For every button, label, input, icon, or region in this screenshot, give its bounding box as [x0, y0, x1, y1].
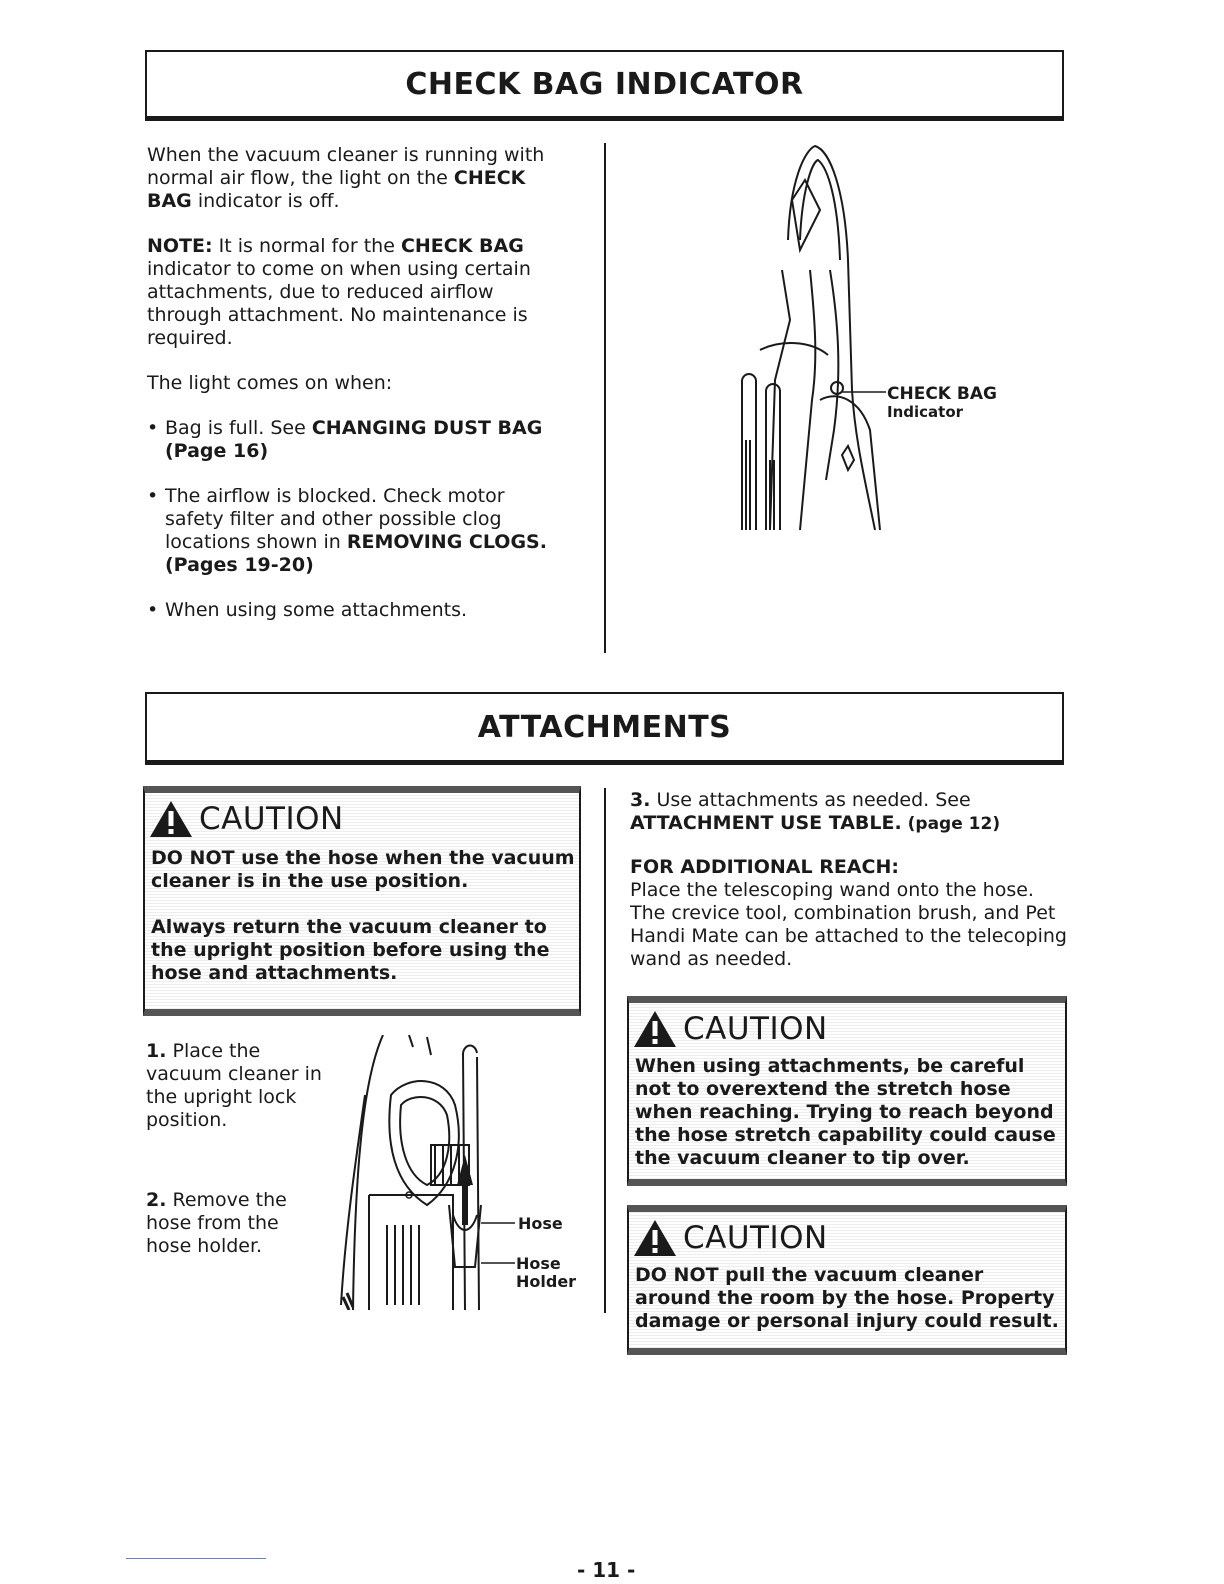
- step-3: 3. Use attachments as needed. See ATTACHMENT USE TABLE. (page 12): [630, 789, 1001, 834]
- step-1: 1. Place the vacuum cleaner in the upright lock position.: [146, 1040, 322, 1131]
- check-bag-comes-on: The light comes on when:: [147, 372, 393, 394]
- additional-reach-text: Place the telescoping wand onto the hose. The crevice tool, combination brush, and Pet Handi Mate can be attached to the telecoping wand as needed.: [630, 879, 1067, 970]
- caution-box-pull-by-hose: [627, 1205, 1067, 1355]
- hose-holder-label: Hose Holder: [516, 1254, 577, 1291]
- warning-triangle-icon: [149, 799, 193, 839]
- check-bag-text: [147, 144, 567, 622]
- check-bag-banner: [145, 50, 1064, 121]
- check-bag-title: CHECK BAG INDICATOR: [405, 66, 804, 102]
- additional-reach: [630, 856, 1070, 971]
- bullet-bag-full: • Bag is full. See CHANGING DUST BAG (Page 16): [147, 417, 543, 462]
- caution-message: DO NOT pull the vacuum cleaner around the room by the hose. Property damage or personal injury could result.: [635, 1264, 1059, 1332]
- step-2: 2. Remove the hose from the hose holder.: [146, 1189, 287, 1257]
- caution-message: DO NOT use the hose when the vacuum cleaner is in the use position. Always return the vacuum cleaner to the upright position before using the hose and attachments.: [151, 847, 575, 984]
- bullet-dot: •: [147, 485, 159, 507]
- check-bag-callout: CHECK BAG Indicator: [887, 384, 997, 421]
- vacuum-check-bag-illustration: [730, 140, 900, 535]
- footer-rule: [126, 1558, 266, 1559]
- bullet-attachments: • When using some attachments.: [147, 599, 468, 621]
- page-number: - 11 -: [577, 1558, 636, 1582]
- caution-heading: CAUTION: [633, 1218, 1065, 1258]
- caution-message: When using attachments, be careful not to overextend the stretch hose when reaching. Trying to reach beyond the hose stretch capability could cause the vacuum cleaner to tip over.: [635, 1055, 1056, 1169]
- bullet-dot: •: [147, 599, 159, 621]
- warning-triangle-icon: [633, 1218, 677, 1258]
- column-divider-top: [604, 143, 606, 653]
- attachments-banner: [145, 692, 1064, 765]
- warning-triangle-icon: [633, 1009, 677, 1049]
- attachments-title: ATTACHMENTS: [477, 709, 732, 745]
- additional-reach-heading: FOR ADDITIONAL REACH:: [630, 856, 899, 878]
- check-bag-intro: When the vacuum cleaner is running with normal air flow, the light on the CHECK BAG indicator is off.: [147, 144, 545, 212]
- hose-label: Hose: [518, 1214, 563, 1233]
- column-divider-bottom: [604, 788, 606, 1313]
- caution-box-hose-use: [143, 786, 581, 1016]
- bullet-airflow-blocked: • The airflow is blocked. Check motor safety filter and other possible clog locations shown in REMOVING CLOGS. (Pages 19-20): [147, 485, 547, 576]
- check-bag-note: NOTE: It is normal for the CHECK BAG indicator to come on when using certain attachments, due to reduced airflow through attachment. No maintenance is required.: [147, 235, 531, 349]
- hose-removal-illustration: [335, 1035, 515, 1310]
- caution-heading: CAUTION: [633, 1009, 1065, 1049]
- bullet-dot: •: [147, 417, 159, 439]
- caution-heading: CAUTION: [149, 799, 579, 839]
- caution-box-overextend: [627, 996, 1067, 1186]
